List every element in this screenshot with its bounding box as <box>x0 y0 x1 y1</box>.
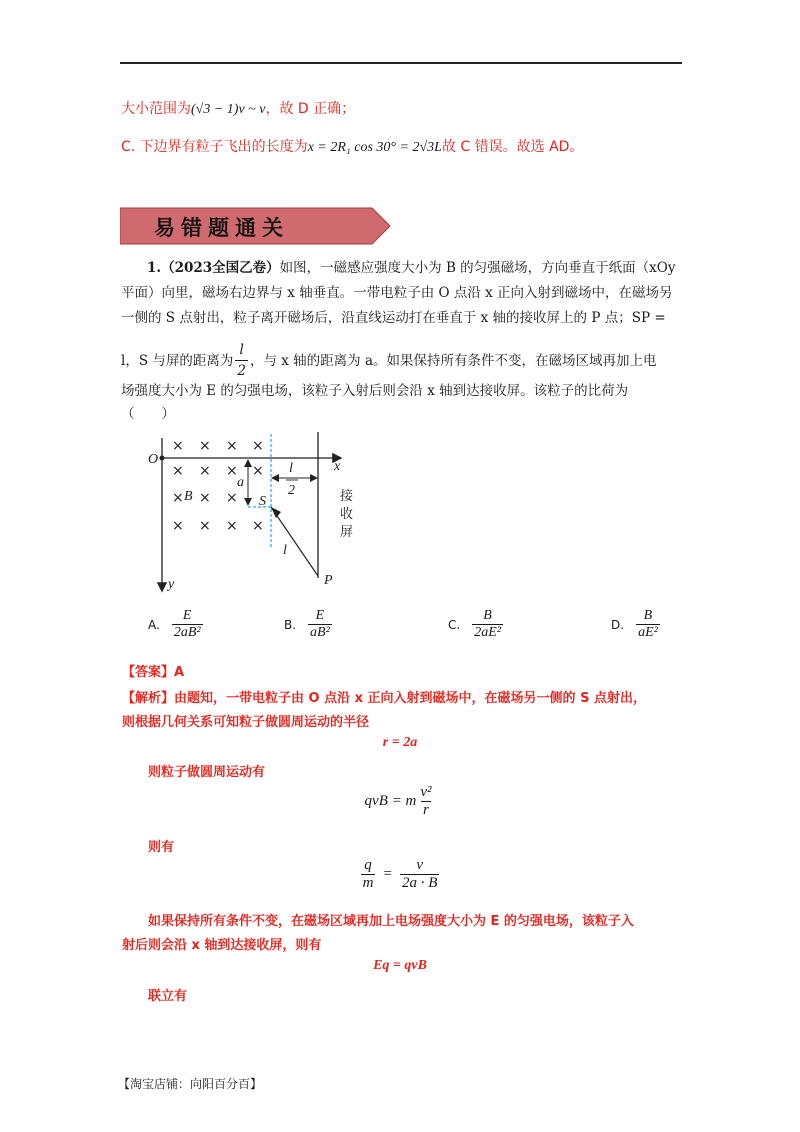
particle-path <box>271 507 318 576</box>
option-d[interactable]: D. $\frac{B}{\text{aE²}}$ <box>611 608 658 640</box>
footer-shop: 【淘宝店铺：向阳百分百】 <box>118 1077 263 1091</box>
section-banner <box>120 206 390 246</box>
svg-text:×: × <box>226 463 238 479</box>
svg-text:×: × <box>252 438 264 454</box>
solution-line-2: 则根据几何关系可知粒子做圆周运动的半径 <box>122 715 370 730</box>
label-origin: O <box>148 452 159 467</box>
screen-label-1: 接 <box>340 489 354 504</box>
svg-text:×: × <box>172 463 184 479</box>
option-c[interactable]: C. $\frac{B}{\text{2aE²}}$ <box>448 608 501 640</box>
question-line-5: 场强度大小为 E 的匀强电场，该粒子入射后则会沿 x 轴到达接收屏。该粒子的比荷为 <box>121 383 629 399</box>
svg-text:×: × <box>252 463 264 479</box>
solution-line-6: 射后则会沿 x 轴到达接收屏，则有 <box>122 938 322 953</box>
screen-label-2: 收 <box>340 507 354 522</box>
origin-dot <box>160 456 165 461</box>
svg-text:×: × <box>172 438 184 454</box>
label-dist-num: l <box>289 461 293 476</box>
solution-line-4: 则有 <box>148 840 175 855</box>
svg-text:×: × <box>199 438 211 454</box>
svg-text:×: × <box>172 490 184 506</box>
svg-text:×: × <box>199 463 211 479</box>
question-line-4: l，S 与屏的距离为 $\frac{l}{2}$ ，与 x 轴的距离为 a。如果保持所有条件不变，在磁场区域再加上电 <box>121 342 657 379</box>
label-hit-point: P <box>324 573 333 588</box>
banner-title: 易错题通关 <box>154 215 289 240</box>
label-x: x <box>334 459 341 474</box>
svg-text:×: × <box>172 518 184 534</box>
option-a[interactable]: A. $\frac{E}{\text{2aB²}}$ <box>148 608 201 640</box>
svg-text:×: × <box>199 490 211 506</box>
equation-balance: Eq = qvB <box>373 958 427 973</box>
option-b[interactable]: B. $\frac{E}{\text{aB²}}$ <box>284 608 330 640</box>
question-choice-paren: （ ） <box>121 406 175 422</box>
svg-text:×: × <box>226 518 238 534</box>
prev-solution-line-2: C. 下边界有粒子飞出的长度为x = 2R₁ cos 30° = 2√3L故 C 错误。故选 AD。 <box>121 139 584 155</box>
svg-text:×: × <box>199 518 211 534</box>
question-line-1: 1.（2023全国乙卷）如图，一磁感应强度大小为 B 的匀强磁场，方向垂直于纸面（xOy <box>147 260 676 276</box>
label-height: a <box>237 475 244 490</box>
question-line-3: 一侧的 S 点射出，粒子离开磁场后，沿直线运动打在垂直于 x 轴的接收屏上的 P 点；SP = <box>121 310 666 326</box>
solution-line-5: 如果保持所有条件不变，在磁场区域再加上电场强度大小为 E 的匀强电场，该粒子入 <box>148 914 634 929</box>
question-line-2: 平面）向里，磁场右边界与 x 轴垂直。一带电粒子由 O 点沿 x 正向入射到磁场中，在磁场另 <box>121 285 673 301</box>
solution-line-3: 则粒子做圆周运动有 <box>148 765 266 780</box>
label-y: y <box>168 577 175 592</box>
label-exit-point: S <box>259 494 266 509</box>
label-field: B <box>184 489 193 504</box>
screen-label-3: 屏 <box>340 525 354 540</box>
svg-text:×: × <box>226 438 238 454</box>
path-arrowhead <box>271 507 281 518</box>
equation-ratio: $\frac{q}{m}$ = $\frac{v}{2a \cdot B}$ <box>362 857 438 891</box>
equation-radius: r = 2a <box>382 735 418 750</box>
prev-solution-line-1: 大小范围为(√3 − 1)v ~ v，故 D 正确； <box>121 101 356 117</box>
figure-diagram <box>140 428 380 598</box>
answer-label: 【答案】A <box>122 665 185 680</box>
solution-line-1: 【解析】由题知，一带电粒子由 O 点沿 x 正向入射到磁场中，在磁场另一侧的 S 点射出， <box>122 691 646 706</box>
header-rule <box>120 62 682 64</box>
solution-line-7: 联立有 <box>148 989 188 1004</box>
svg-text:×: × <box>252 518 264 534</box>
label-dist-den: 2 <box>288 483 295 498</box>
field-crosses <box>172 438 264 534</box>
equation-force: qvB = m $\frac{\text{v²}}{r}$ <box>364 784 432 818</box>
label-path: l <box>283 543 287 558</box>
svg-text:×: × <box>226 490 238 506</box>
